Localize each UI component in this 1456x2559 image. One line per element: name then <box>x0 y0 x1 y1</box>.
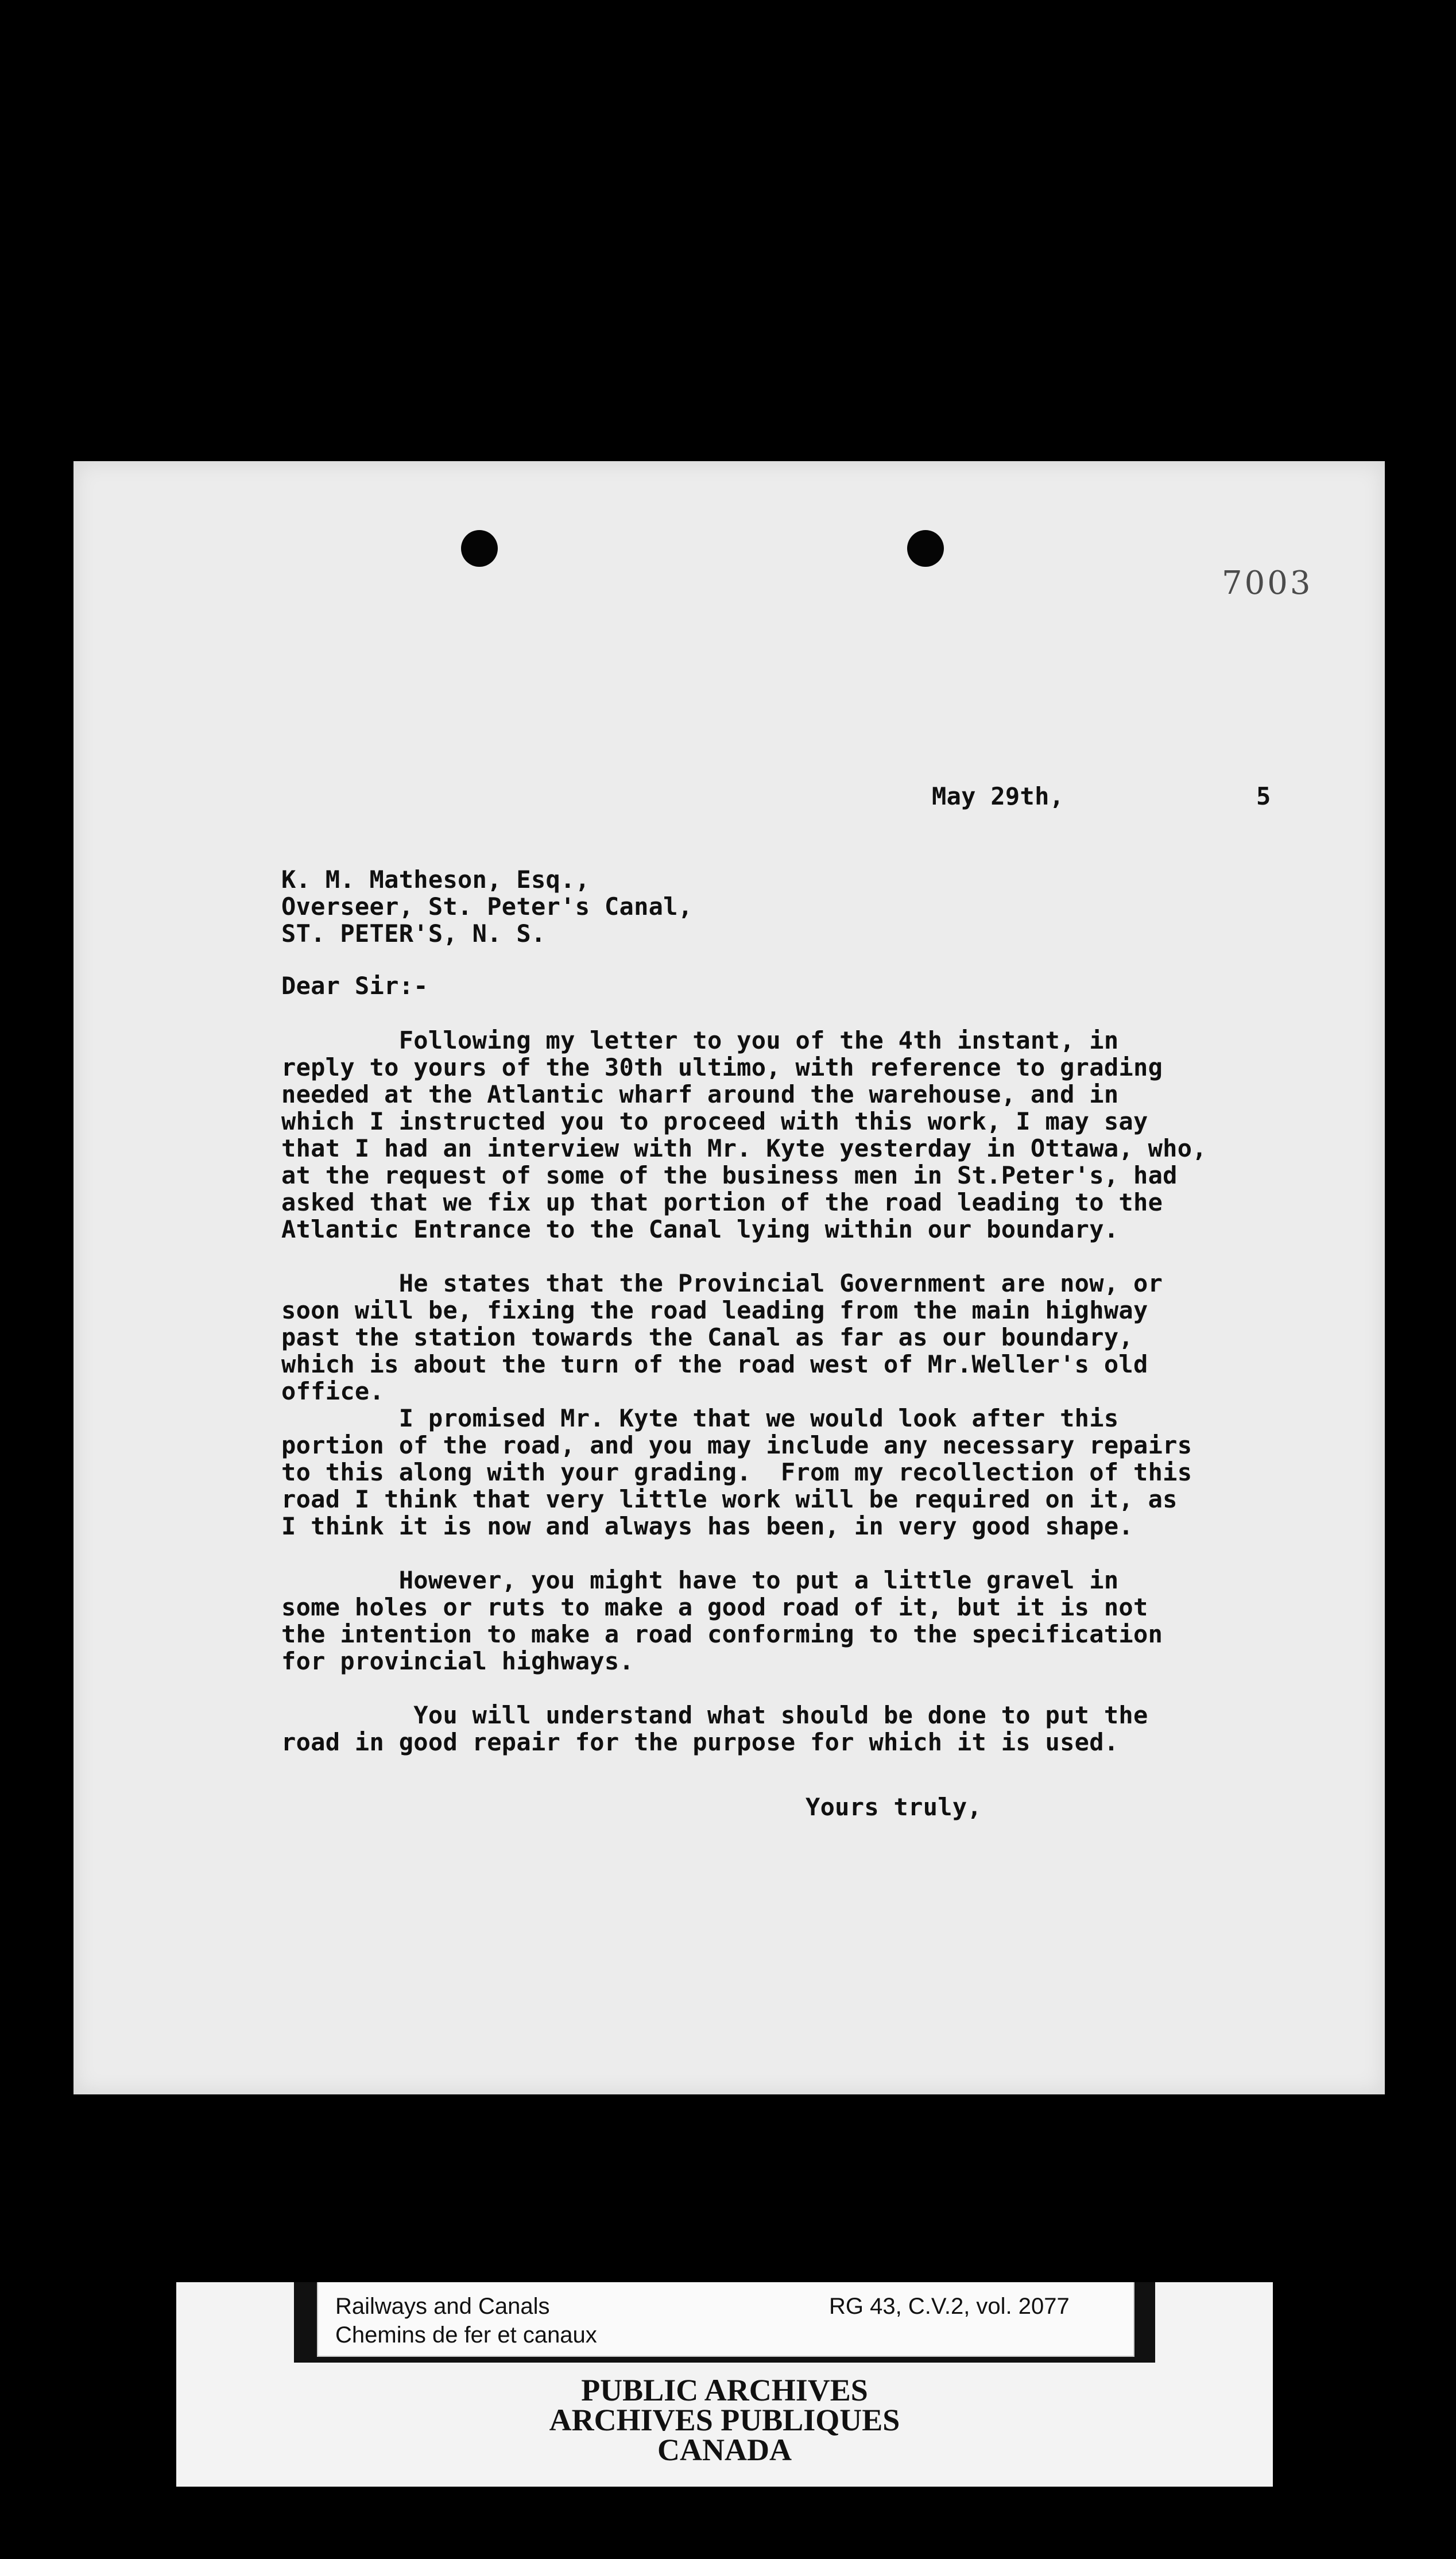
body-line: asked that we fix up that portion of the road leading to the <box>281 1188 1163 1216</box>
body-line: past the station towards the Canal as far as our boundary, <box>281 1323 1133 1351</box>
recipient-address <box>281 866 692 947</box>
body-line: the intention to make a road conforming to the specification <box>281 1620 1163 1648</box>
body-line: However, you might have to put a little gravel in <box>281 1566 1119 1594</box>
document-stamp-number: 7003 <box>1222 565 1313 602</box>
body-line: He states that the Provincial Government are now, or <box>281 1269 1163 1297</box>
label-card <box>317 2282 1134 2357</box>
closing: Yours truly, <box>806 1793 982 1821</box>
body-line: needed at the Atlantic wharf around the warehouse, and in <box>281 1080 1119 1108</box>
body-line: reply to yours of the 30th ultimo, with reference to grading <box>281 1053 1163 1081</box>
body-line <box>281 1243 1207 1270</box>
archives-line-en: PUBLIC ARCHIVES <box>581 2373 868 2407</box>
body-line: that I had an interview with Mr. Kyte yesterday in Ottawa, who, <box>281 1134 1207 1162</box>
body-line: Following my letter to you of the 4th instant, in <box>281 1026 1119 1054</box>
archive-label <box>176 2282 1273 2487</box>
recipient-line: K. M. Matheson, Esq., <box>281 865 590 894</box>
page-number: 5 <box>1256 782 1271 810</box>
body-line: for provincial highways. <box>281 1647 634 1675</box>
body-line: portion of the road, and you may include any necessary repairs <box>281 1431 1192 1459</box>
body-line: I think it is now and always has been, in very good shape. <box>281 1512 1133 1540</box>
letter-date: May 29th, <box>932 782 1064 810</box>
body-line: I promised Mr. Kyte that we would look after this <box>281 1404 1119 1432</box>
body-line: which I instructed you to proceed with this work, I may say <box>281 1107 1148 1135</box>
body-line: to this along with your grading. From my recollection of this <box>281 1458 1192 1486</box>
recipient-line: Overseer, St. Peter's Canal, <box>281 892 693 921</box>
letter-body <box>281 1027 1207 1756</box>
body-line <box>281 1675 1207 1702</box>
body-line: road I think that very little work will be required on it, as <box>281 1485 1178 1513</box>
body-line: which is about the turn of the road west of Mr.Weller's old <box>281 1350 1148 1378</box>
archive-reference: RG 43, C.V.2, vol. 2077 <box>829 2294 1070 2319</box>
body-line: some holes or ruts to make a good road of it, but it is not <box>281 1593 1148 1621</box>
department-fr: Chemins de fer et canaux <box>335 2322 597 2348</box>
letter-page <box>73 461 1385 2094</box>
body-line: soon will be, fixing the road leading from the main highway <box>281 1296 1148 1324</box>
body-line <box>281 1540 1207 1567</box>
body-line: at the request of some of the business men in St.Peter's, had <box>281 1161 1178 1189</box>
body-line: Atlantic Entrance to the Canal lying within our boundary. <box>281 1215 1119 1243</box>
archives-line-fr: ARCHIVES PUBLIQUES <box>549 2403 900 2437</box>
department-en: Railways and Canals <box>335 2294 550 2319</box>
body-line: You will understand what should be done to put the <box>281 1701 1148 1729</box>
body-line: office. <box>281 1377 385 1405</box>
punch-hole-right <box>907 530 944 567</box>
punch-hole-left <box>461 530 498 567</box>
body-line: road in good repair for the purpose for which it is used. <box>281 1728 1119 1756</box>
recipient-line: ST. PETER'S, N. S. <box>281 919 546 948</box>
salutation: Dear Sir:- <box>281 972 428 1000</box>
archives-line-country: CANADA <box>657 2433 792 2467</box>
